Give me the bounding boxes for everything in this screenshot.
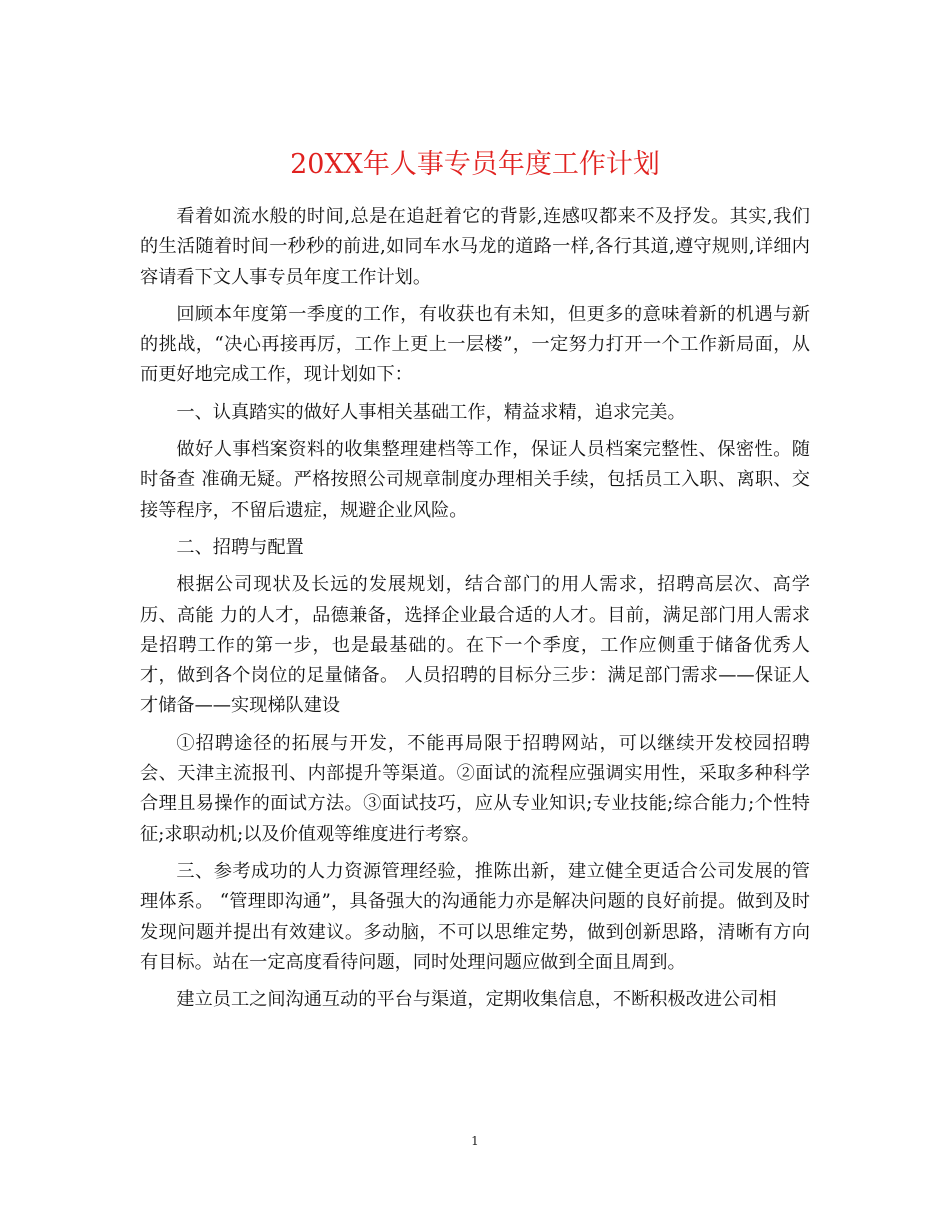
page-number: 1 <box>471 1134 479 1148</box>
section-heading-recruitment: 二、招聘与配置 <box>176 536 304 558</box>
section-heading-basic-work: 一、认真踏实的做好人事相关基础工作，精益求精，追求完美。 <box>176 401 686 423</box>
paragraph-management-system: 三、参考成功的人力资源管理经验，推陈出新，建立健全更适合公司发展的管理体系。 “管理即沟通”，具备强大的沟通能力亦是解决问题的良好前提。做到及时发现问题并提出有效建议。多动脑，不可以思维定势，做到创新思路，清晰有方向有目标。站在一定高度看待问题，同时处理问题应做到全面且周到。 <box>140 860 810 973</box>
paragraph-communication: 建立员工之间沟通互动的平台与渠道，定期收集信息，不断积极改进公司相 <box>176 989 777 1011</box>
paragraph-intro: 看着如流水般的时间,总是在追赶着它的背影,连感叹都来不及抒发。其实,我们的生活随着时间一秒秒的前进,如同车水马龙的道路一样,各行其道,遵守规则,详细内容请看下文人事专员年度工作计划。 <box>140 206 810 288</box>
document-body <box>140 202 810 1022</box>
paragraph-archives: 做好人事档案资料的收集整理建档等工作，保证人员档案完整性、保密性。随时备查 准确无疑。严格按照公司规章制度办理相关手续，包括员工入职、离职、交接等程序，不留后遗症，规避企业风险。 <box>140 439 810 521</box>
document-title: 20XX年人事专员年度工作计划 <box>290 149 660 181</box>
paragraph-recruitment-methods: ①招聘途径的拓展与开发，不能再局限于招聘网站，可以继续开发校园招聘会、天津主流报刊、内部提升等渠道。②面试的流程应强调实用性，采取多种科学合理且易操作的面试方法。③面试技巧，应从专业知识;专业技能;综合能力;个性特征;求职动机;以及价值观等维度进行考察。 <box>140 732 810 845</box>
paragraph-recruitment-plan: 根据公司现状及长远的发展规划，结合部门的用人需求，招聘高层次、高学历、高能 力的人才，品德兼备，选择企业最合适的人才。目前，满足部门用人需求是招聘工作的第一步，也是最基础的。在下一个季度，工作应侧重于储备优秀人才，做到各个岗位的足量储备。 人员招聘的目标分三步：满足部门需求——保证人才储备——实现梯队建设 <box>140 574 810 717</box>
paragraph-review: 回顾本年度第一季度的工作，有收获也有未知，但更多的意味着新的机遇与新的挑战，“决心再接再厉，工作上更上一层楼”，一定努力打开一个工作新局面，从而更好地完成工作，现计划如下： <box>140 303 810 386</box>
